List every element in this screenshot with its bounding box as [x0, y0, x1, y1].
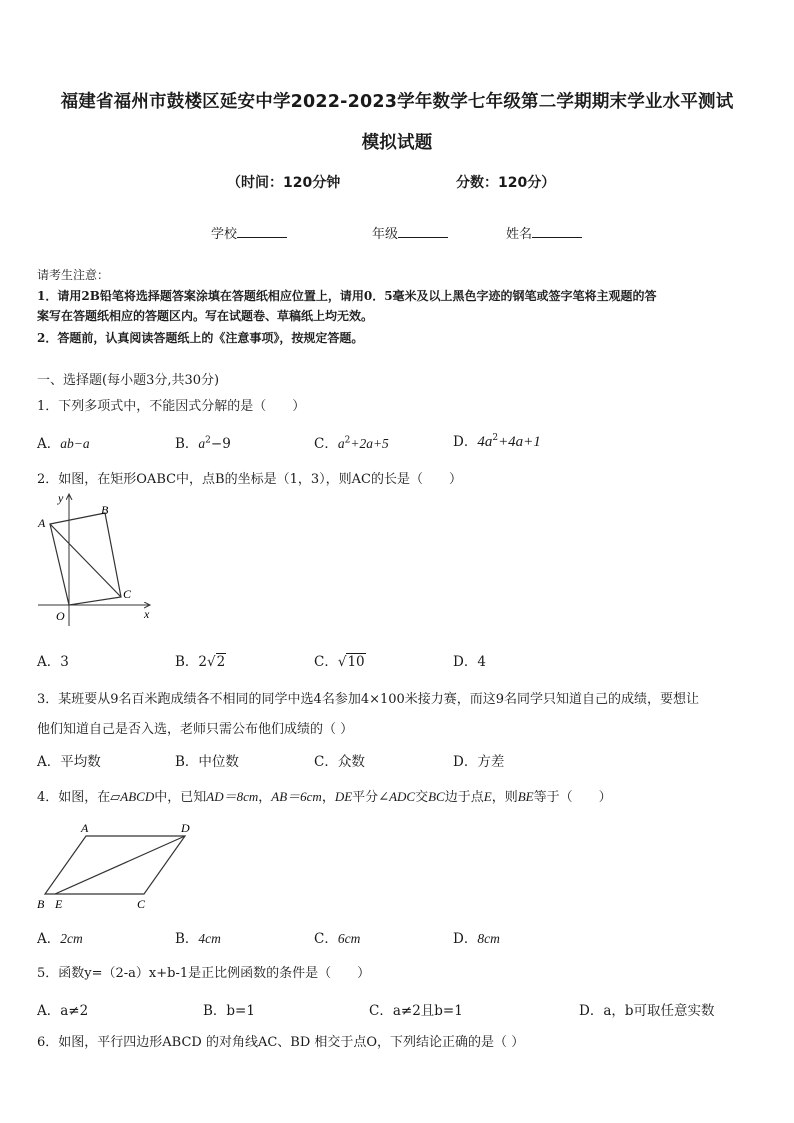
diagonal-ac — [50, 524, 121, 597]
q2-stem: 2．如图，在矩形OABC中，点B的坐标是（1，3），则AC的长是（ ） — [37, 472, 462, 487]
label-a: A — [81, 821, 89, 835]
grade-blank — [398, 225, 448, 238]
name-label: 姓名 — [506, 227, 533, 242]
q1-option-b: B．$a^2-9$ — [175, 435, 231, 452]
label-y: y — [58, 491, 64, 505]
q3-option-c: C．众数 — [314, 754, 365, 770]
segment-de — [55, 836, 185, 894]
page-title-line2: 模拟试题 — [361, 133, 433, 153]
label-d: D — [181, 821, 190, 835]
q4-option-c: C．6cm — [314, 931, 361, 947]
q4-option-d: D．8cm — [453, 931, 500, 947]
section-heading: 一、选择题(每小题3分,共30分) — [37, 373, 220, 388]
notice-heading: 请考生注意： — [37, 268, 110, 282]
q2-option-b: B．2√2 — [175, 654, 226, 670]
q1-option-a: A．ab−a — [37, 436, 90, 452]
page-title: 福建省福州市鼓楼区延安中学2022-2023学年数学七年级第二学期期末学业水平测试 — [60, 92, 734, 112]
school-label: 学校 — [211, 227, 238, 242]
q4-stem: 4．如图，在▱ABCD中，已知AD＝8cm，AB＝6cm，DE平分∠ADC交BC边于点E，则BE等于（ ） — [37, 789, 612, 805]
q3-option-b: B．中位数 — [175, 754, 239, 770]
notice-item2: 2．答题前，认真阅读答题纸上的《注意事项》，按规定答题。 — [37, 331, 364, 345]
q1-option-d: D．$4a^2+4a+1$ — [453, 433, 541, 450]
label-c: C — [137, 897, 146, 911]
q4-figure — [30, 815, 210, 915]
exam-score: 分数：120分） — [456, 175, 556, 191]
q5-stem: 5．函数y=（2-a）x+b-1是正比例函数的条件是（ ） — [37, 966, 371, 981]
label-b: B — [37, 897, 45, 911]
label-b: B — [101, 503, 109, 517]
q2-option-d: D．4 — [453, 654, 486, 670]
q1-stem: 1．下列多项式中，不能因式分解的是（ ） — [37, 399, 306, 414]
q2-figure — [30, 488, 160, 628]
grade-field — [372, 223, 448, 242]
q3-option-d: D．方差 — [453, 754, 505, 770]
q4-option-b: B．4cm — [175, 931, 221, 947]
q5-option-d: D．a，b可取任意实数 — [579, 1003, 715, 1019]
notice-item1-line2: 案写在答题纸相应的答题区内。写在试题卷、草稿纸上均无效。 — [37, 309, 374, 323]
label-a: A — [38, 516, 46, 530]
q5-option-a: A．a≠2 — [37, 1003, 89, 1019]
notice-item1-line1: 1．请用2B铅笔将选择题答案涂填在答题纸相应位置上，请用0．5毫米及以上黑色字迹的钢笔或签字笔将主观题的答 — [37, 289, 657, 303]
label-e: E — [55, 897, 63, 911]
rectangle-oabc — [50, 513, 121, 605]
name-field — [506, 223, 582, 242]
q6-stem: 6．如图，平行四边形ABCD 的对角线AC、BD 相交于点O，下列结论正确的是（ ） — [37, 1035, 525, 1050]
label-x: x — [144, 607, 150, 621]
q2-option-c: C．√10 — [314, 654, 365, 670]
q5-option-c: C．a≠2且b=1 — [369, 1003, 463, 1019]
grade-label: 年级 — [372, 227, 399, 242]
q3-option-a: A．平均数 — [37, 754, 101, 770]
q1-option-c: C．$a^2+2a+5$ — [314, 435, 389, 452]
q2-option-a: A．3 — [37, 654, 69, 670]
q5-option-b: B．b=1 — [203, 1003, 255, 1019]
label-o: O — [56, 609, 65, 623]
school-field — [211, 223, 287, 242]
label-c: C — [123, 587, 132, 601]
q3-stem-line2: 他们知道自己是否入选，老师只需公布他们成绩的（ ） — [37, 722, 354, 737]
name-blank — [532, 225, 582, 238]
parallelogram-abcd — [45, 836, 185, 894]
school-blank — [237, 225, 287, 238]
q4-option-a: A．2cm — [37, 931, 83, 947]
q3-stem-line1: 3．某班要从9名百米跑成绩各不相同的同学中选4名参加4×100米接力赛，而这9名同学只知道自己的成绩，要想让 — [37, 692, 700, 707]
exam-time: （时间：120分钟 — [227, 175, 341, 191]
